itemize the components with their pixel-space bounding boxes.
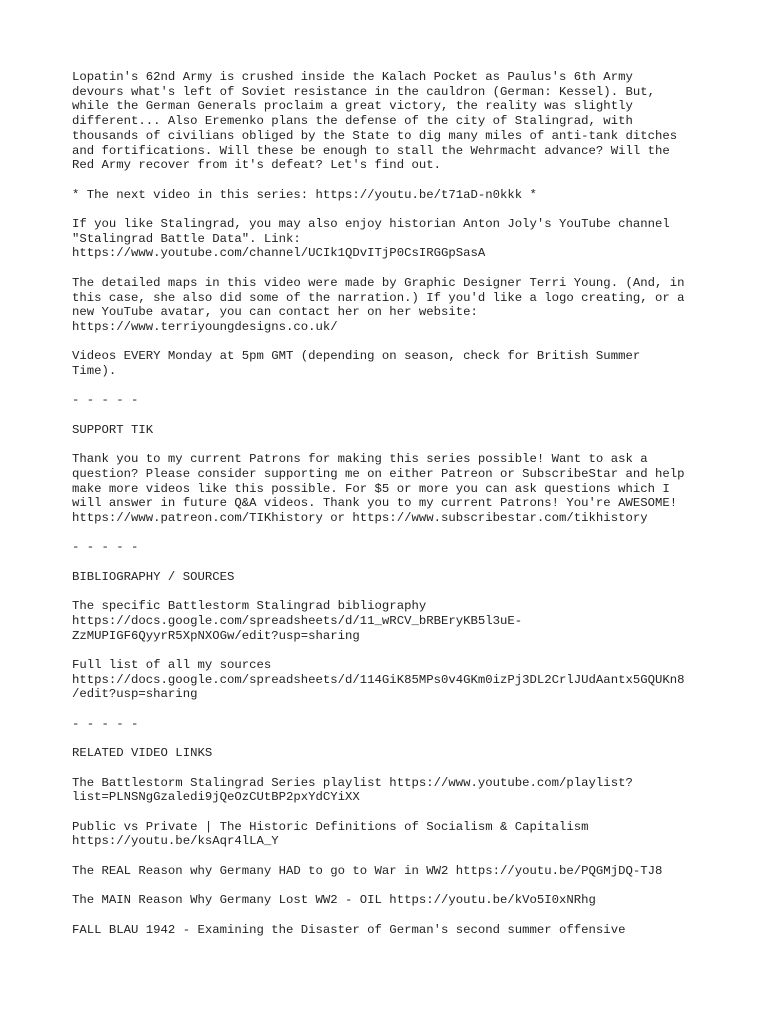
text-line: make more videos like this possible. For $5 or more you can ask questions which I [72, 481, 670, 496]
text-line: Videos EVERY Monday at 5pm GMT (depending on season, check for British Summer [72, 349, 641, 364]
paragraph [72, 217, 712, 261]
paragraph [72, 599, 712, 643]
text-line: devours what's left of Soviet resistance in the cauldron (German: Kessel). But, [72, 84, 655, 99]
text-line: Time). [72, 364, 117, 378]
text-line: https://docs.google.com/spreadsheets/d/114GiK85MPs0v4GKm0izPj3DL2CrlJUdAantx5GQUKn8 [72, 672, 685, 687]
text-line: https://www.patreon.com/TIKhistory or https://www.subscribestar.com/tikhistory [72, 510, 648, 525]
paragraph [72, 658, 712, 702]
paragraph [72, 820, 712, 849]
text-line: https://youtu.be/ksAqr4lLA_Y [72, 834, 279, 849]
text-line: ZzMUPIGF6QyyrR5XpNXOGw/edit?usp=sharing [72, 628, 360, 643]
text-line: SUPPORT TIK [72, 422, 154, 437]
text-line: Red Army recover from it's defeat? Let's find out. [72, 158, 441, 173]
text-line: The MAIN Reason Why Germany Lost WW2 - OIL https://youtu.be/kVo5I0xNRhg [72, 893, 596, 908]
paragraph [72, 893, 712, 908]
paragraph [72, 717, 712, 732]
text-line: and fortifications. Will these be enough to stall the Wehrmacht advance? Will the [72, 143, 670, 158]
paragraph [72, 423, 712, 438]
text-line: Public vs Private | The Historic Definitions of Socialism & Capitalism [72, 819, 589, 834]
text-line: list=PLNSNgGzaledi9jQeOzCUtBP2pxYdCYiXX [72, 790, 360, 805]
document-body [72, 70, 712, 952]
paragraph [72, 570, 712, 585]
text-line: - - - - - [72, 716, 139, 731]
text-line: The REAL Reason why Germany HAD to go to War in WW2 https://youtu.be/PQGMjDQ-TJ8 [72, 863, 663, 878]
paragraph [72, 776, 712, 805]
text-line: Lopatin's 62nd Army is crushed inside the Kalach Pocket as Paulus's 6th Army [72, 70, 633, 84]
text-line: thousands of civilians obliged by the State to dig many miles of anti-tank ditches [72, 128, 678, 143]
text-line: will answer in future Q&A videos. Thank you to my current Patrons! You're AWESOME! [72, 496, 678, 511]
text-line: The Battlestorm Stalingrad Series playlist https://www.youtube.com/playlist? [72, 775, 633, 790]
paragraph [72, 746, 712, 761]
paragraph [72, 188, 712, 203]
text-line: BIBLIOGRAPHY / SOURCES [72, 569, 235, 584]
text-line: different... Also Eremenko plans the defense of the city of Stalingrad, with [72, 114, 633, 129]
paragraph [72, 452, 712, 526]
paragraph [72, 540, 712, 555]
text-line: new YouTube avatar, you can contact her on her website: [72, 305, 478, 320]
text-line: RELATED VIDEO LINKS [72, 746, 213, 761]
paragraph [72, 349, 712, 378]
text-line: while the German Generals proclaim a great victory, the reality was slightly [72, 99, 633, 114]
text-line: FALL BLAU 1942 - Examining the Disaster of German's second summer offensive [72, 922, 626, 937]
text-line: https://docs.google.com/spreadsheets/d/11_wRCV_bRBEryKB5l3uE- [72, 613, 523, 628]
paragraph [72, 923, 712, 938]
paragraph [72, 864, 712, 879]
text-line: "Stalingrad Battle Data". Link: [72, 231, 301, 246]
text-line: https://www.youtube.com/channel/UCIk1QDvITjP0CsIRGGpSasA [72, 246, 486, 261]
text-line: If you like Stalingrad, you may also enjoy historian Anton Joly's YouTube channel [72, 217, 670, 231]
text-line: Full list of all my sources [72, 657, 272, 672]
text-line: Thank you to my current Patrons for making this series possible! Want to ask a [72, 452, 648, 467]
paragraph [72, 276, 712, 335]
paragraph [72, 393, 712, 408]
text-line: The specific Battlestorm Stalingrad bibliography [72, 599, 427, 614]
text-line: question? Please consider supporting me on either Patreon or SubscribeStar and help [72, 466, 685, 481]
text-line: * The next video in this series: https://youtu.be/t71aD-n0kkk * [72, 187, 537, 202]
text-line: /edit?usp=sharing [72, 687, 198, 702]
text-line: https://www.terriyoungdesigns.co.uk/ [72, 319, 338, 334]
paragraph [72, 70, 712, 173]
text-line: - - - - - [72, 393, 139, 408]
text-line: - - - - - [72, 540, 139, 555]
text-line: The detailed maps in this video were made by Graphic Designer Terri Young. (And, in [72, 275, 685, 290]
text-line: this case, she also did some of the narration.) If you'd like a logo creating, or a [72, 290, 685, 305]
